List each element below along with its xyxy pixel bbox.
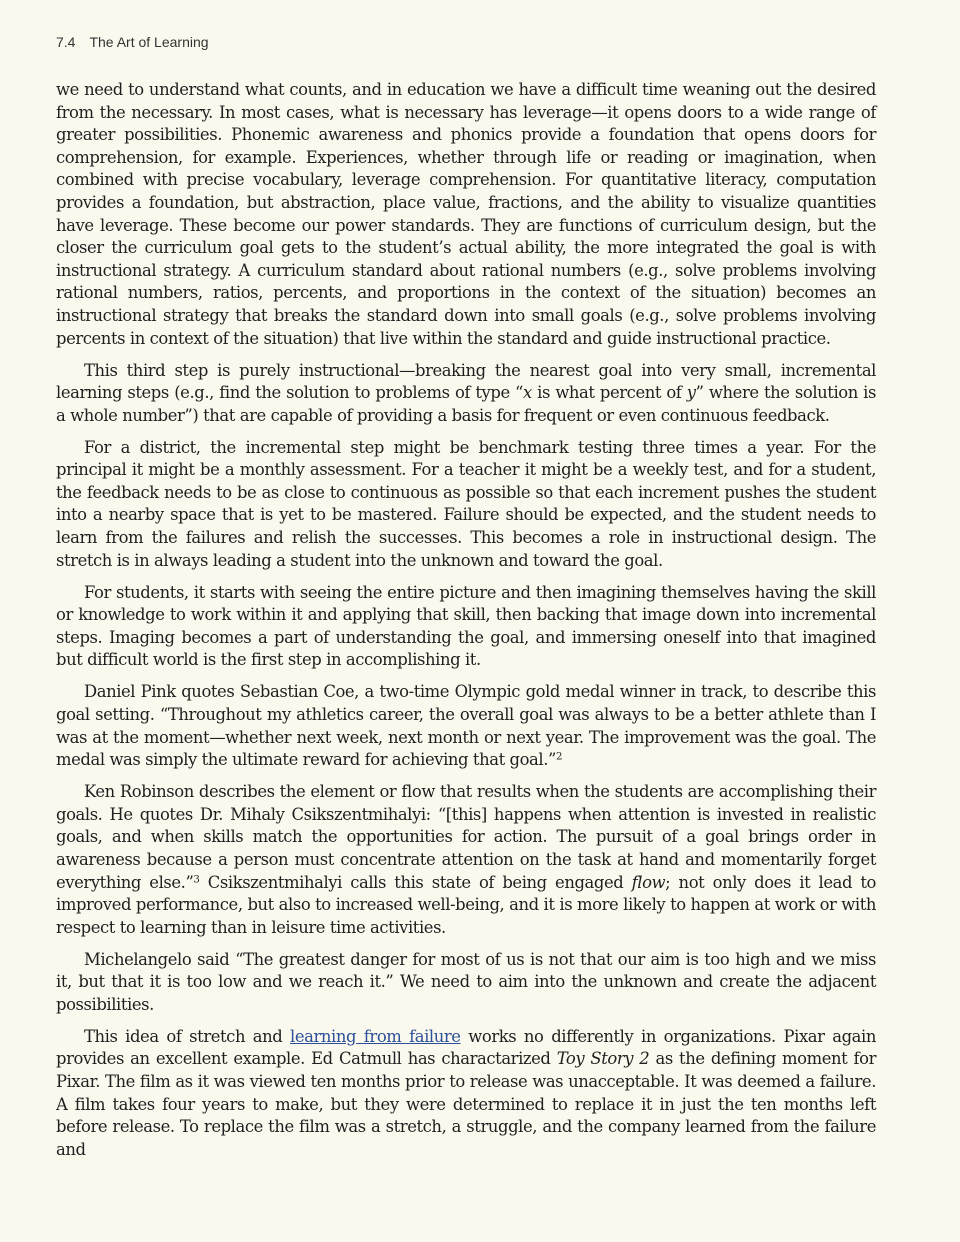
footnote-ref-3[interactable]: 3 (193, 873, 200, 885)
paragraph-5: Daniel Pink quotes Sebastian Coe, a two-time Olympic gold medal winner in track, to describe this goal setting. “Throughout my athletics career, the overall goal was always to be a better athlete than I was at the moment—whether next week, next month or next year. The improvement was the goal. The medal was simply the ultimate reward for achieving that goal.”$^2$ (56, 682, 876, 770)
paragraph-6: Ken Robinson describes the element or flow that results when the students are accomplishing their goals. He quotes Dr. Mihaly Csikszentmihalyi: “[this] happens when attention is invested in realistic goals, and when skills match the opportunities for action. The pursuit of a goal brings order in awareness because a person must concentrate attention on the task at hand and momentarily forget everything else.”$^3$ Csikszentmihalyi calls this state of being engaged flow; not only does it lead to improved performance, but also to increased well-being, and it is more likely to happen at work or with respect to learning than in leisure time activities. (56, 782, 876, 937)
paragraph-4: For students, it starts with seeing the entire picture and then imagining themselves having the skill or knowledge to work within it and applying that skill, then backing that image down into incremental steps. Imaging becomes a part of understanding the goal, and immersing oneself into that imagined but difficult world is the first step in accomplishing it. (56, 582, 876, 670)
running-header (56, 34, 209, 50)
learning-from-failure-link[interactable]: learning from failure (290, 1026, 461, 1046)
section-number: 7.4 (56, 34, 76, 50)
paragraph-1: we need to understand what counts, and in education we have a difficult time weaning out the desired from the necessary. In most cases, what is necessary has leverage—it opens doors to a wide range of greater possibilities. Phonemic awareness and phonics provide a foundation that opens doors for comprehension, for example. Experiences, whether through life or reading or imagination, when combined with precise vocabulary, leverage comprehension. For quantitative literacy, computation provides a foundation, but abstraction, place value, fractions, and the ability to visualize quantities have leverage. These become our power standards. They are functions of curriculum design, but the closer the curriculum goal gets to the student’s actual ability, the more integrated the goal is with instructional strategy. A curriculum standard about rational numbers (e.g., solve problems involving rational numbers, ratios, percents, and proportions in the context of the situation) becomes an instructional strategy that breaks the standard down into small goals (e.g., solve problems involving percents in context of the situation) that live within the standard and guide instructional practice. (56, 80, 876, 348)
paragraph-3: For a district, the incremental step might be benchmark testing three times a year. For the principal it might be a monthly assessment. For a teacher it might be a weekly test, and for a student, the feedback needs to be as close to continuous as possible so that each increment pushes the student into a nearby space that is yet to be mastered. Failure should be expected, and the student needs to learn from the failures and relish the successes. This becomes a role in instructional design. The stretch is in always leading a student into the unknown and toward the goal. (56, 437, 876, 570)
paragraph-2: This third step is purely instructional—breaking the nearest goal into very small, incremental learning steps (e.g., find the solution to problems of type “x is what percent of y” where the solution is a whole number”) that are capable of providing a basis for frequent or even continuous feedback. (56, 360, 876, 425)
paragraph-8: This idea of stretch and learning from failure works no differently in organizations. Pixar again provides an excellent example. Ed Catmull has charactarized Toy Story 2 as the defining moment for Pixar. The film as it was viewed ten months prior to release was unacceptable. It was deemed a failure. A film takes four years to make, but they were determined to replace it in just the ten months left before release. To replace the film was a stretch, a struggle, and the company learned from the failure and (56, 1026, 877, 1159)
body-text (56, 79, 876, 1171)
chapter-title: The Art of Learning (89, 34, 209, 50)
footnote-ref-2[interactable]: 2 (555, 751, 563, 763)
paragraph-7: Michelangelo said “The greatest danger for most of us is not that our aim is too high and we miss it, but that it is too low and we reach it.” We need to aim into the unknown and create the adjacent possibilities. (56, 949, 876, 1014)
